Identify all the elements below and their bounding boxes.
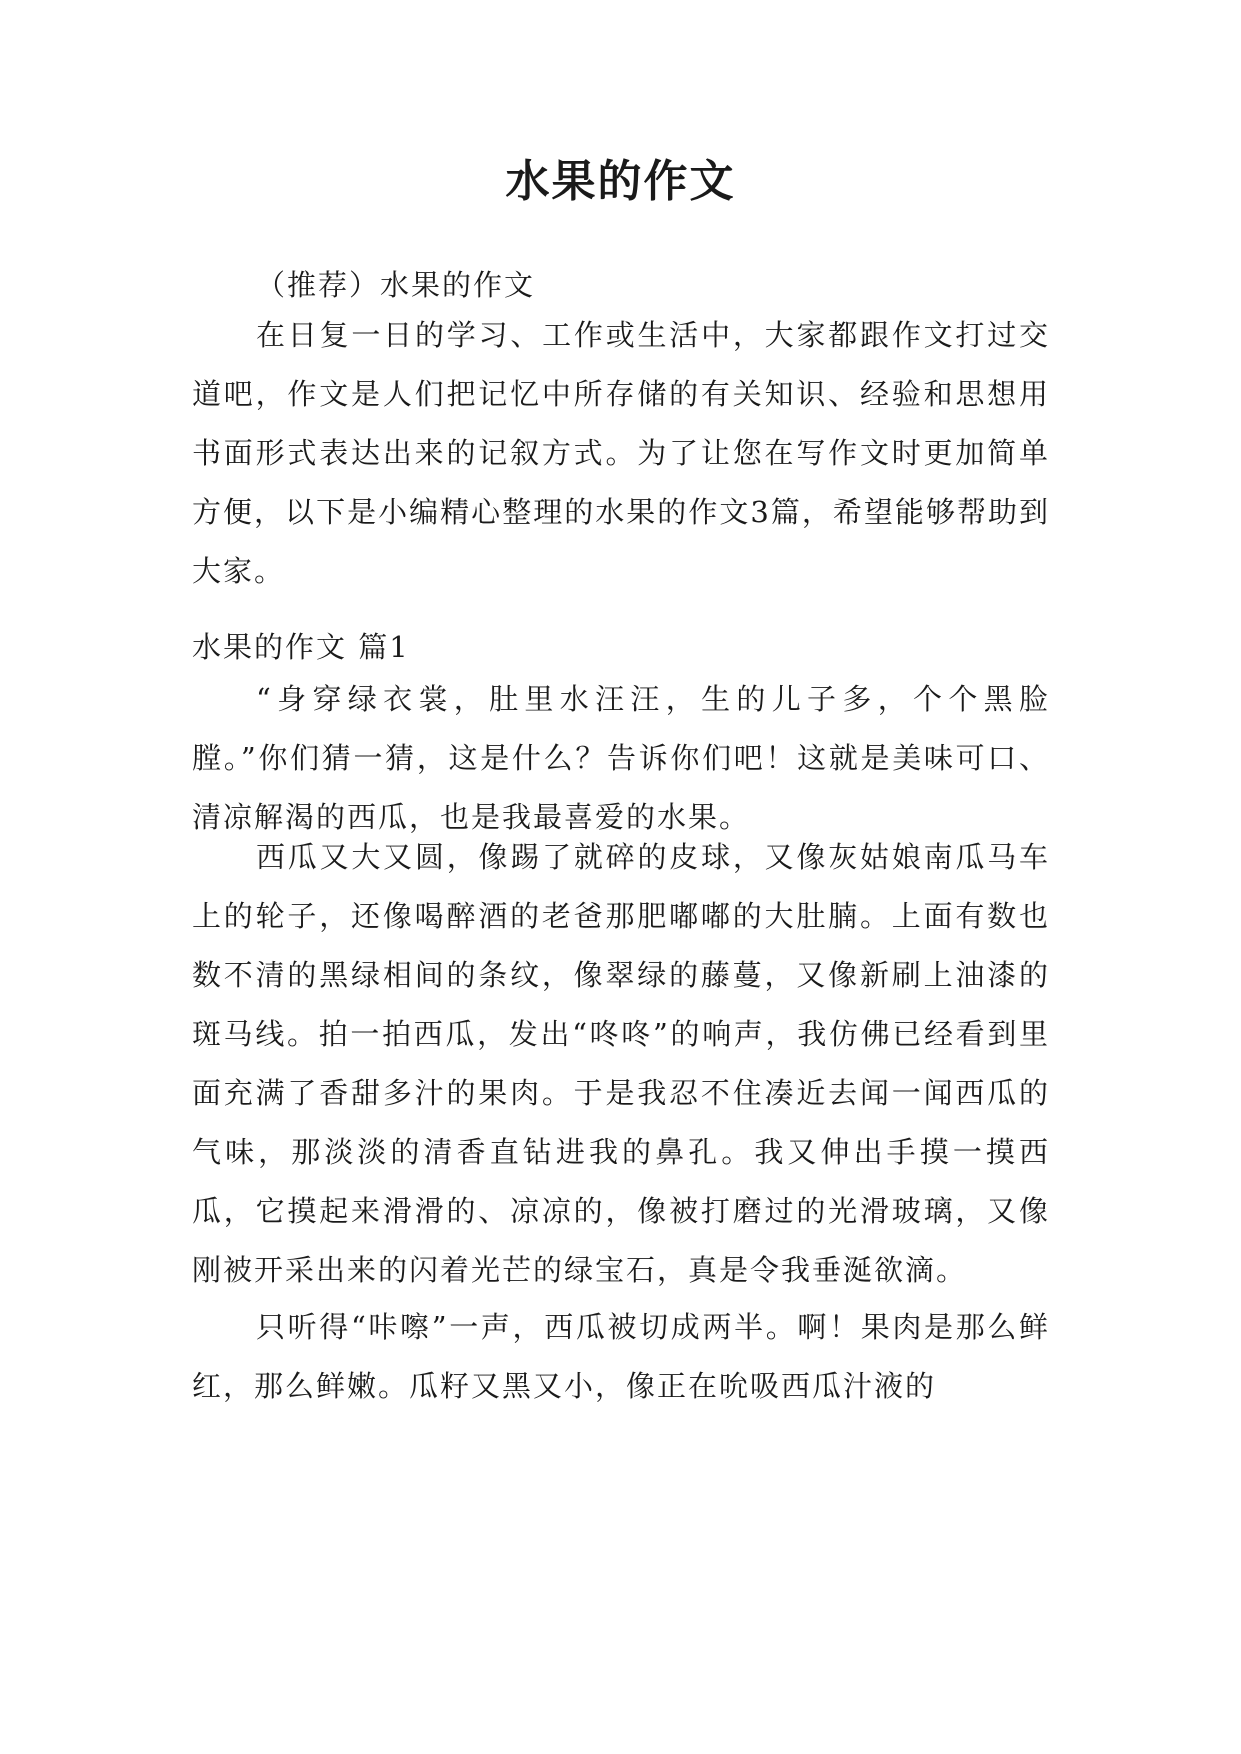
document-subtitle: （推荐）水果的作文 — [256, 268, 536, 302]
body-paragraph: 西瓜又大又圆，像踢了就碎的皮球，又像灰姑娘南瓜马车上的轮子，还像喝醉酒的老爸那肥嘟嘟的大肚腩。上面有数也数不清的黑绿相间的条纹，像翠绿的藤蔓，又像新刷上油漆的斑马线。拍一拍西瓜，发出“咚咚”的响声，我仿佛已经看到里面充满了香甜多汁的果肉。于是我忍不住凑近去闻一闻西瓜的气味，那淡淡的清香直钻进我的鼻孔。我又伸出手摸一摸西瓜，它摸起来滑滑的、凉凉的，像被打磨过的光滑玻璃，又像刚被开采出来的闪着光芒的绿宝石，真是令我垂涎欲滴。 — [192, 840, 1050, 1287]
intro-paragraph: 在日复一日的学习、工作或生活中，大家都跟作文打过交道吧，作文是人们把记忆中所存储的有关知识、经验和思想用书面形式表达出来的记叙方式。为了让您在写作文时更加简单方便，以下是小编精心整理的水果的作文3篇，希望能够帮助到大家。 — [192, 318, 1050, 588]
section-heading: 水果的作文 篇1 — [192, 630, 410, 664]
body-paragraph: 只听得“咔嚓”一声，西瓜被切成两半。啊！果肉是那么鲜红，那么鲜嫩。瓜籽又黑又小，像正在吮吸西瓜汁液的 — [192, 1310, 1050, 1403]
body-paragraph: “身穿绿衣裳，肚里水汪汪，生的儿子多，个个黑脸膛。”你们猜一猜，这是什么？告诉你们吧！这就是美味可口、清凉解渴的西瓜，也是我最喜爱的水果。 — [192, 682, 1050, 834]
document-title: 水果的作文 — [505, 156, 736, 207]
